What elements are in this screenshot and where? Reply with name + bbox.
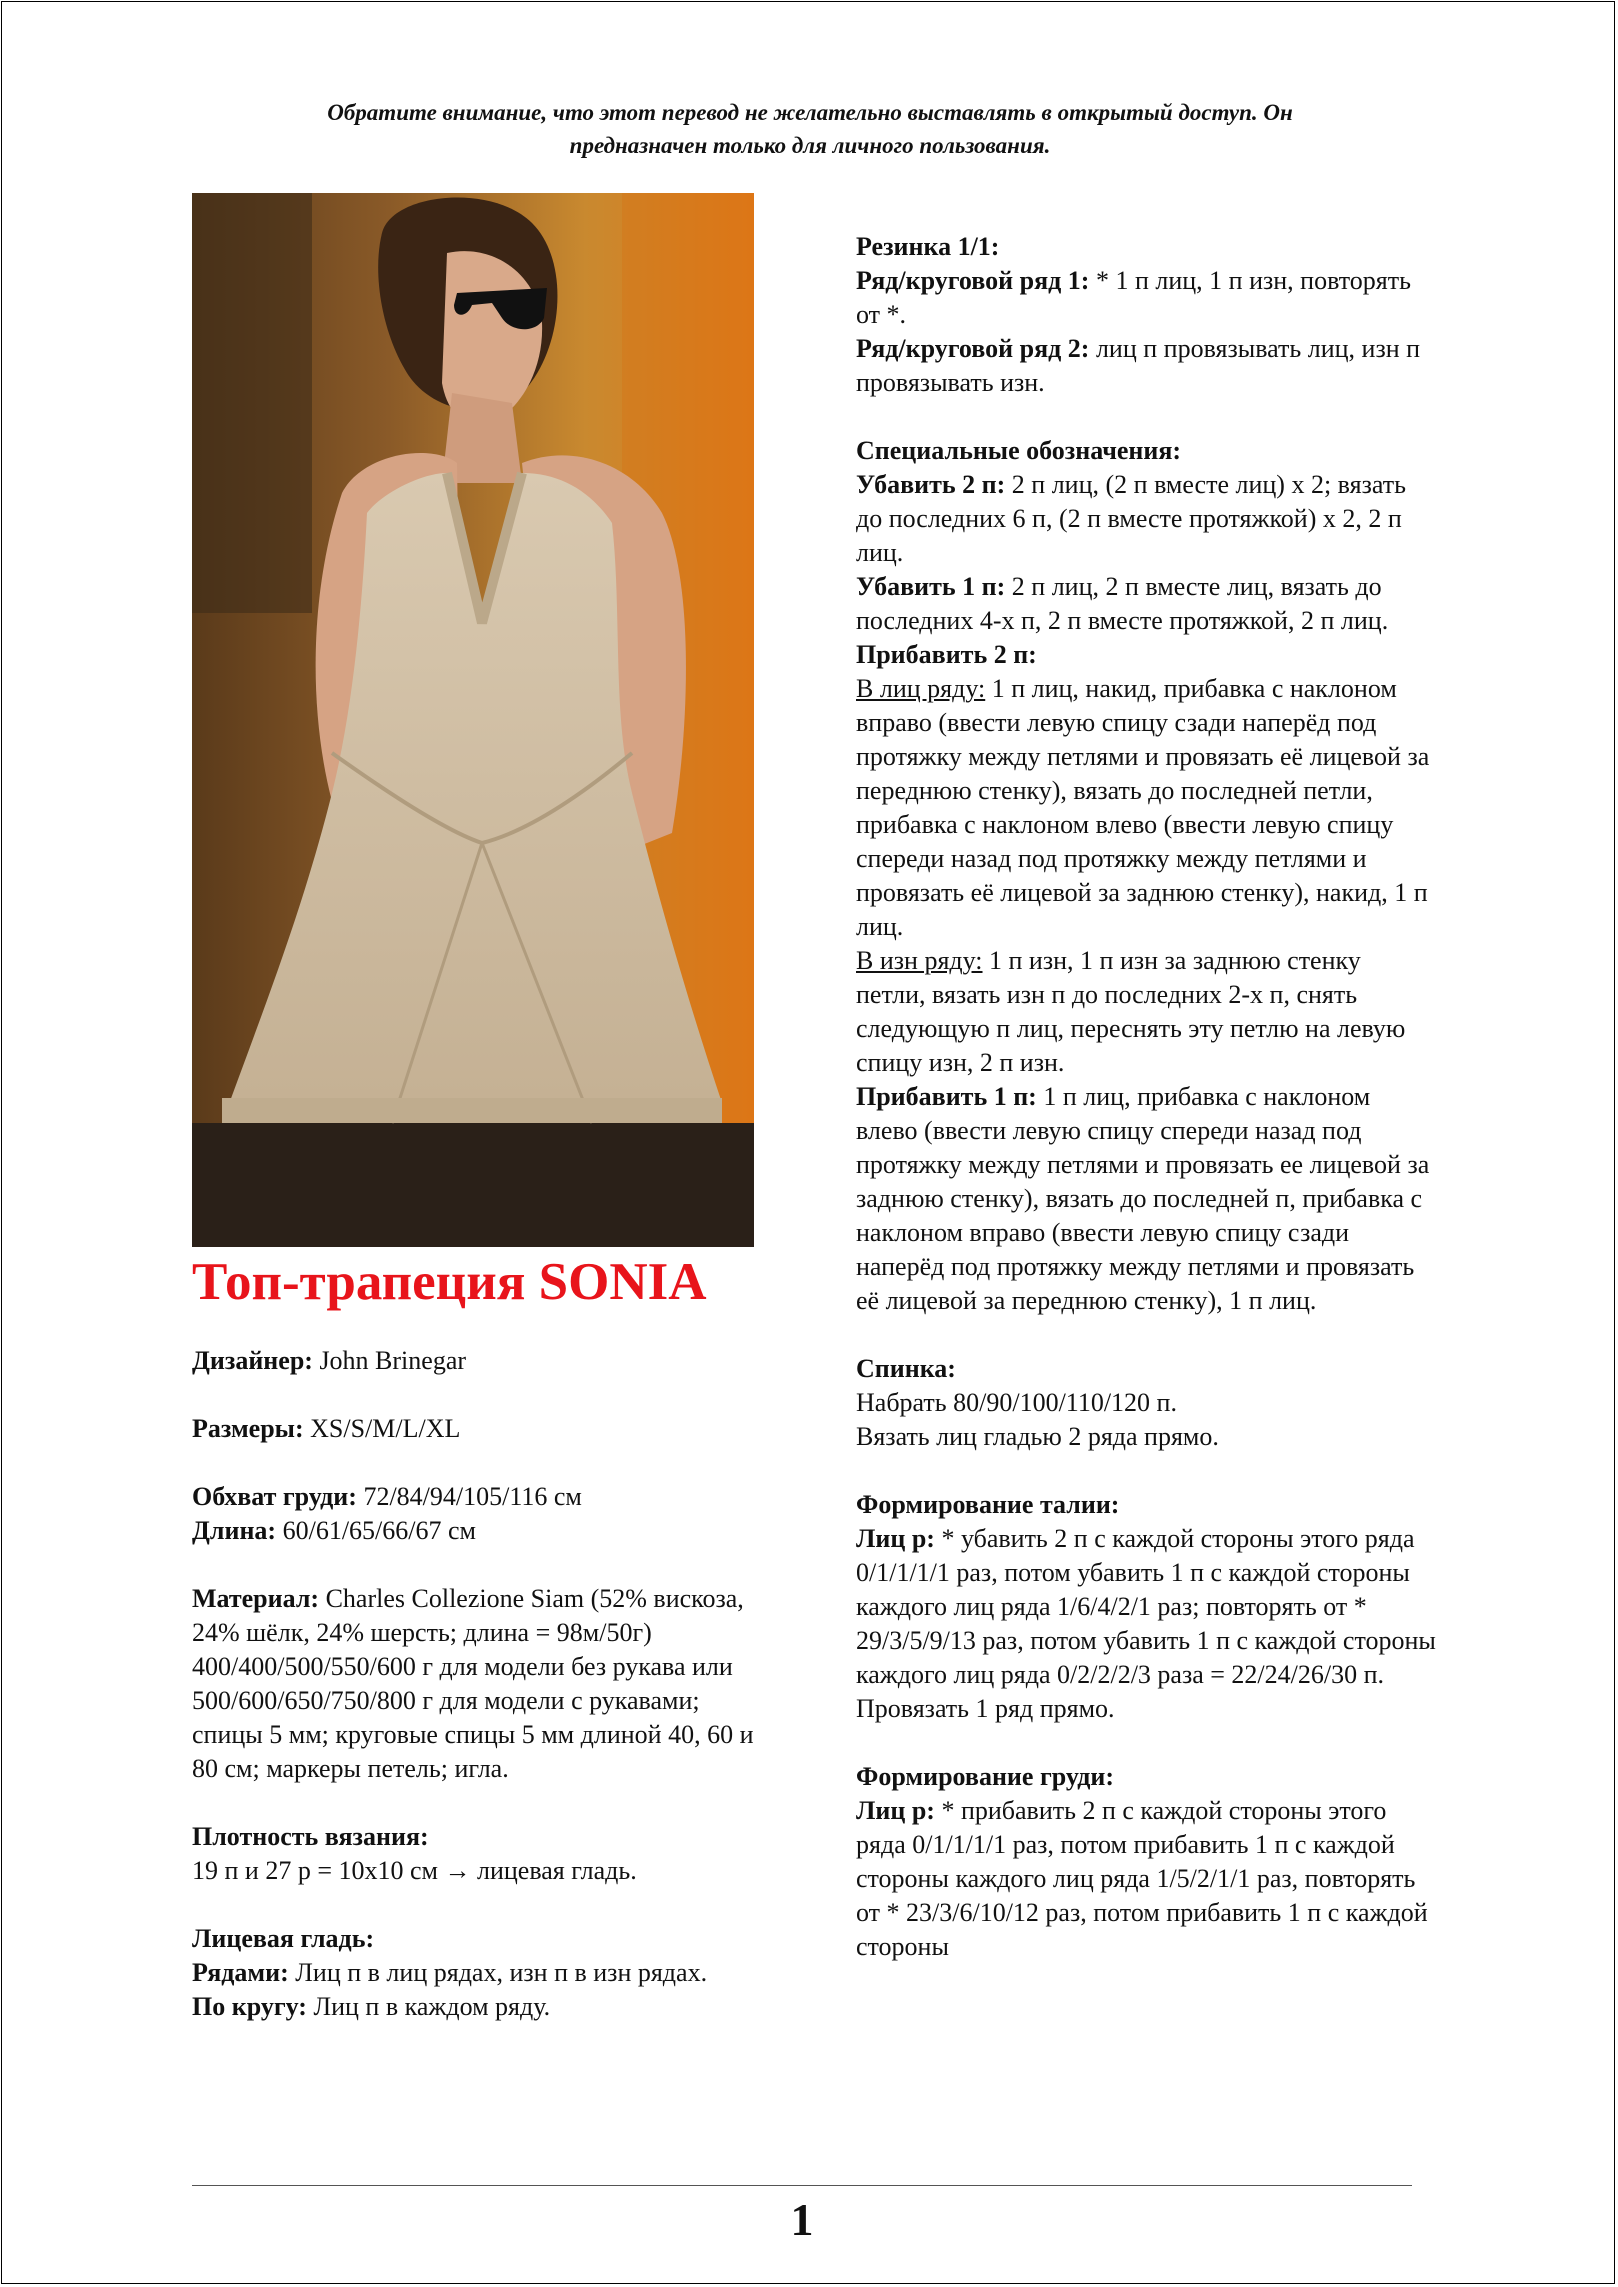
back-line-2: Вязать лиц гладью 2 ряда прямо. bbox=[856, 1422, 1219, 1451]
model-photo bbox=[192, 193, 754, 1247]
rows-label: Рядами: bbox=[192, 1958, 289, 1987]
round-value: Лиц п в каждом ряду. bbox=[306, 1992, 551, 2021]
inc1 bbox=[856, 1080, 1436, 1318]
stockinette-rows bbox=[192, 1956, 772, 1990]
sizes-label: Размеры: bbox=[192, 1414, 304, 1443]
material-label: Материал: bbox=[192, 1584, 320, 1613]
length-label: Длина: bbox=[192, 1516, 277, 1545]
instructions-column bbox=[856, 230, 1436, 1964]
length-value: 60/61/65/66/67 см bbox=[276, 1516, 476, 1545]
dec1 bbox=[856, 570, 1436, 638]
dec2-value: 2 п лиц, (2 п вместе лиц) х 2; вязать до последних 6 п, (2 п вместе протяжкой) х 2, 2 п лиц. bbox=[856, 470, 1406, 567]
inc1-label: Прибавить 1 п: bbox=[856, 1082, 1037, 1111]
inc1-value: 1 п лиц, прибавка с наклоном влево (ввести левую спицу спереди назад под протяжку между петлями и провязать ее лицевой за заднюю стенку), вязать до последней п, прибавка с наклоном вправо (ввести левую спицу сзади наперёд под протяжку между петлями и провязать её лицевой за переднюю стенку), 1 п лиц. bbox=[856, 1082, 1430, 1315]
length bbox=[192, 1514, 772, 1548]
material-value: Charles Collezione Siam (52% вискоза, 24% шёлк, 24% шерсть; длина = 98м/50г) 400/400/500/550/600 г для модели без рукава или 500/600/650/750/800 г для модели с рукавами; спицы 5 мм; круговые спицы 5 мм длиной 40, 60 и 80 см; маркеры петель; игла. bbox=[192, 1584, 754, 1783]
inc2-knit-value: 1 п лиц, накид, прибавка с наклоном вправо (ввести левую спицу сзади наперёд под протяжку между петлями и провязать её лицевой за переднюю стенку), вязать до последней петли, прибавка с наклоном влево (ввести левую спицу спереди назад под протяжку между петлями и провязать её лицевой за заднюю стенку), накид, 1 п лиц. bbox=[856, 674, 1430, 941]
round-label: По кругу: bbox=[192, 1992, 307, 2021]
sizes-value: XS/S/M/L/XL bbox=[303, 1414, 461, 1443]
inc2-heading: Прибавить 2 п: bbox=[856, 640, 1037, 669]
designer-label: Дизайнер: bbox=[192, 1346, 313, 1375]
inc2-purl-value: 1 п изн, 1 п изн за заднюю стенку петли, вязать изн п до последних 2-х п, снять следующую п лиц, переснять эту петлю на левую спицу изн, 2 п изн. bbox=[856, 946, 1406, 1077]
rows-value: Лиц п в лиц рядах, изн п в изн рядах. bbox=[288, 1958, 708, 1987]
bust-instructions bbox=[856, 1794, 1436, 1964]
dec2-label: Убавить 2 п: bbox=[856, 470, 1006, 499]
back-heading: Спинка: bbox=[856, 1354, 956, 1383]
special-heading: Специальные обозначения: bbox=[856, 436, 1182, 465]
footer-divider bbox=[192, 2185, 1412, 2186]
sizes bbox=[192, 1412, 772, 1446]
notice bbox=[150, 96, 1470, 162]
gauge-value: 19 п и 27 р = 10х10 см → лицевая гладь. bbox=[192, 1856, 637, 1885]
waist-instructions bbox=[856, 1522, 1436, 1692]
pattern-title: Топ-трапеция SONIA bbox=[192, 1253, 707, 1311]
chest-label: Обхват груди: bbox=[192, 1482, 357, 1511]
rib-row-1 bbox=[856, 264, 1436, 332]
chest-value: 72/84/94/105/116 см bbox=[356, 1482, 582, 1511]
gauge-heading: Плотность вязания: bbox=[192, 1822, 429, 1851]
stockinette-heading: Лицевая гладь: bbox=[192, 1924, 375, 1953]
dec1-label: Убавить 1 п: bbox=[856, 572, 1006, 601]
inc2-purl bbox=[856, 944, 1436, 1080]
back-line-1: Набрать 80/90/100/110/120 п. bbox=[856, 1388, 1177, 1417]
inc2-knit bbox=[856, 672, 1436, 944]
notice-line-1: Обратите внимание, что этот перевод не желательно выставлять в открытый доступ. Он bbox=[327, 100, 1293, 125]
rib-row-2-label: Ряд/круговой ряд 2: bbox=[856, 334, 1090, 363]
designer-value: John Brinegar bbox=[312, 1346, 467, 1375]
waist-label: Лиц р: bbox=[856, 1524, 935, 1553]
rib-row-1-value: * 1 п лиц, 1 п изн, повторять от *. bbox=[856, 266, 1411, 329]
waist-line-2: Провязать 1 ряд прямо. bbox=[856, 1694, 1115, 1723]
bust-value: * прибавить 2 п с каждой стороны этого ряда 0/1/1/1/1 раз, потом прибавить 1 п с каждой стороны каждого лиц ряда 1/5/2/1/1 раз, повторять от * 23/3/6/10/12 раз, потом прибавить 1 п с каждой стороны bbox=[856, 1796, 1428, 1961]
material bbox=[192, 1582, 772, 1786]
page-number: 1 bbox=[790, 2194, 814, 2245]
rib-row-1-label: Ряд/круговой ряд 1: bbox=[856, 266, 1090, 295]
rib-heading: Резинка 1/1: bbox=[856, 232, 1000, 261]
info-column bbox=[192, 1344, 772, 2024]
designer bbox=[192, 1344, 772, 1378]
bust-heading: Формирование груди: bbox=[856, 1762, 1115, 1791]
chest bbox=[192, 1480, 772, 1514]
rib-row-2-value: лиц п провязывать лиц, изн п провязывать изн. bbox=[856, 334, 1421, 397]
waist-heading: Формирование талии: bbox=[856, 1490, 1120, 1519]
rib-row-2 bbox=[856, 332, 1436, 400]
dec2 bbox=[856, 468, 1436, 570]
bust-label: Лиц р: bbox=[856, 1796, 935, 1825]
inc2-knit-label: В лиц ряду: bbox=[856, 674, 986, 703]
notice-line-2: предназначен только для личного пользования. bbox=[569, 133, 1051, 158]
waist-value: * убавить 2 п с каждой стороны этого ряда 0/1/1/1/1 раз, потом убавить 1 п с каждой стороны каждого лиц ряда 1/6/4/2/1 раз; повторять от * 29/3/5/9/13 раз, потом убавить 1 п с каждой стороны каждого лиц ряда 0/2/2/2/3 раза = 22/24/26/30 п. bbox=[856, 1524, 1436, 1689]
stockinette-round bbox=[192, 1990, 772, 2024]
inc2-purl-label: В изн ряду: bbox=[856, 946, 983, 975]
dec1-value: 2 п лиц, 2 п вместе лиц, вязать до последних 4-х п, 2 п вместе протяжкой, 2 п лиц. bbox=[856, 572, 1389, 635]
